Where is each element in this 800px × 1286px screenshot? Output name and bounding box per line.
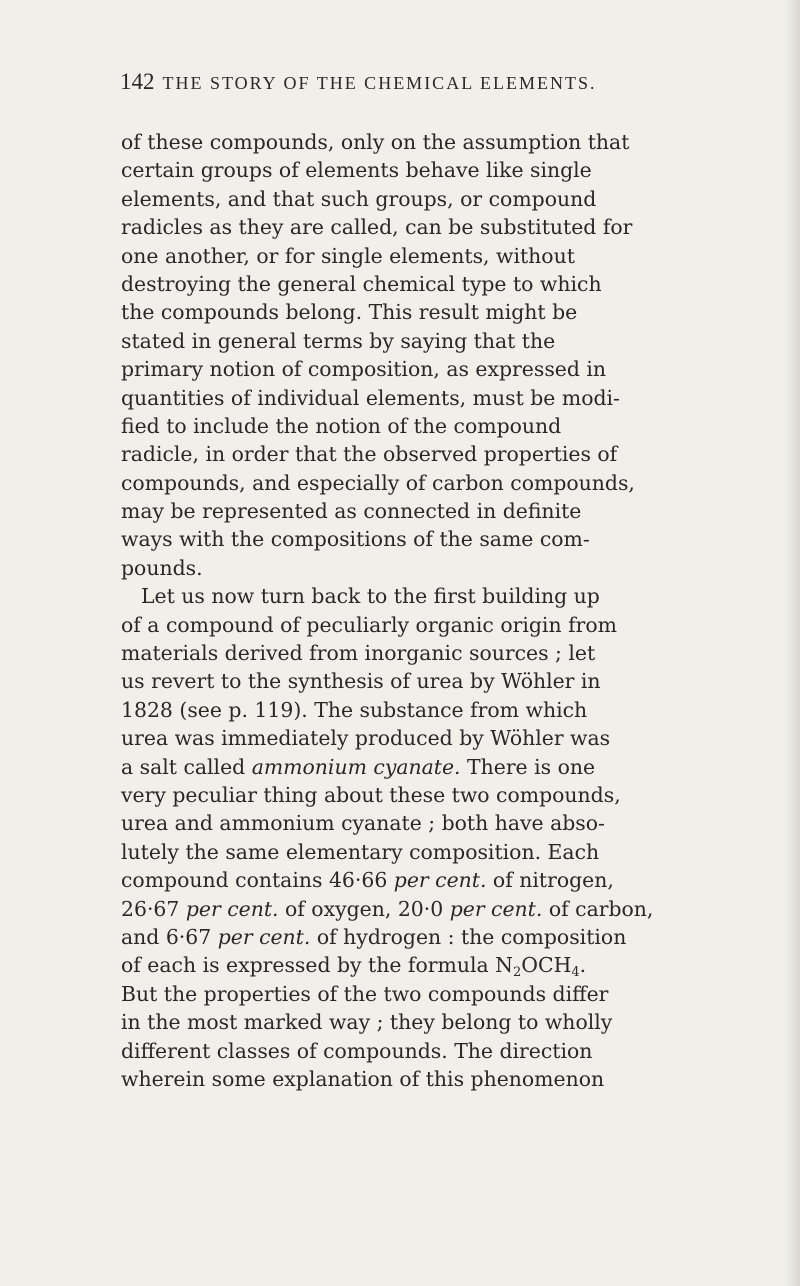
text-segment: There is one — [460, 754, 596, 779]
text-line: 1828 (see p. 119). The substance from which — [121, 697, 588, 722]
text-segment: OCH — [521, 953, 572, 978]
text-line: certain groups of elements behave like single — [121, 158, 592, 183]
text-line: us revert to the synthesis of urea by Wöhler in — [121, 669, 601, 694]
text-line-with-italic — [121, 866, 681, 894]
text-segment: compound contains 46·66 — [121, 868, 394, 893]
text-line: stated in general terms by saying that the — [121, 328, 556, 353]
text-line: of these compounds, only on the assumption that — [121, 130, 630, 154]
text-segment: a salt called — [121, 754, 252, 779]
text-line: pounds. — [121, 555, 203, 580]
running-head: THE STORY OF THE CHEMICAL ELEMENTS. — [162, 73, 597, 93]
text-segment: of nitrogen, — [486, 868, 614, 893]
text-line: lutely the same elementary composition. Each — [121, 839, 600, 864]
text-line-with-italic — [121, 923, 681, 951]
text-segment: of oxygen, 20·0 — [278, 896, 450, 921]
text-line: the compounds belong. This result might be — [121, 300, 578, 325]
text-line: But the properties of the two compounds differ — [121, 981, 609, 1006]
text-line: primary notion of composition, as expressed in — [121, 357, 607, 382]
italic-term: per cent. — [217, 924, 311, 949]
text-line: materials derived from inorganic sources ; let — [121, 641, 596, 666]
text-segment: of carbon, — [542, 896, 654, 921]
formula-subscript: 4 — [571, 965, 580, 981]
text-line-with-italic — [121, 895, 681, 923]
text-segment: and 6·67 — [121, 924, 218, 949]
text-segment: 26·67 — [121, 896, 186, 921]
text-line: one another, or for single elements, without — [121, 243, 575, 268]
text-segment: of hydrogen : the composition — [310, 924, 627, 949]
text-line: fied to include the notion of the compound — [121, 413, 562, 438]
page-edge-shadow — [786, 0, 800, 1286]
italic-term: ammonium cyanate. — [251, 754, 461, 779]
text-line: ways with the compositions of the same com- — [121, 527, 590, 552]
text-line: compounds, and especially of carbon compounds, — [121, 470, 635, 495]
text-line: wherein some explanation of this phenomenon — [121, 1066, 605, 1091]
text-line: of a compound of peculiarly organic origin from — [121, 612, 617, 637]
text-line: destroying the general chemical type to which — [121, 271, 602, 296]
text-line: elements, and that such groups, or compound — [121, 186, 597, 211]
text-line: urea and ammonium cyanate ; both have abso- — [121, 811, 605, 836]
page-number: 142 — [120, 69, 155, 94]
page-header — [120, 69, 720, 95]
text-line: urea was immediately produced by Wöhler was — [121, 726, 611, 751]
text-line: quantities of individual elements, must be modi- — [121, 385, 620, 410]
formula-line — [121, 951, 681, 979]
formula-subscript: 2 — [512, 965, 522, 981]
text-line: may be represented as connected in definite — [121, 499, 582, 524]
paragraph-start-line: Let us now turn back to the first building up — [141, 584, 600, 609]
italic-term: per cent. — [449, 896, 543, 921]
italic-term: per cent. — [185, 896, 279, 921]
text-segment: . — [579, 953, 587, 978]
text-segment: of each is expressed by the formula N — [121, 953, 513, 978]
text-line: radicle, in order that the observed properties of — [121, 442, 618, 467]
text-line: radicles as they are called, can be substituted for — [121, 215, 633, 240]
body-text — [121, 128, 681, 1093]
text-line: in the most marked way ; they belong to wholly — [121, 1010, 613, 1035]
text-line-with-italic — [121, 753, 681, 781]
text-line: very peculiar thing about these two compounds, — [121, 782, 621, 807]
text-line: different classes of compounds. The direction — [121, 1038, 593, 1063]
italic-term: per cent. — [393, 868, 487, 893]
